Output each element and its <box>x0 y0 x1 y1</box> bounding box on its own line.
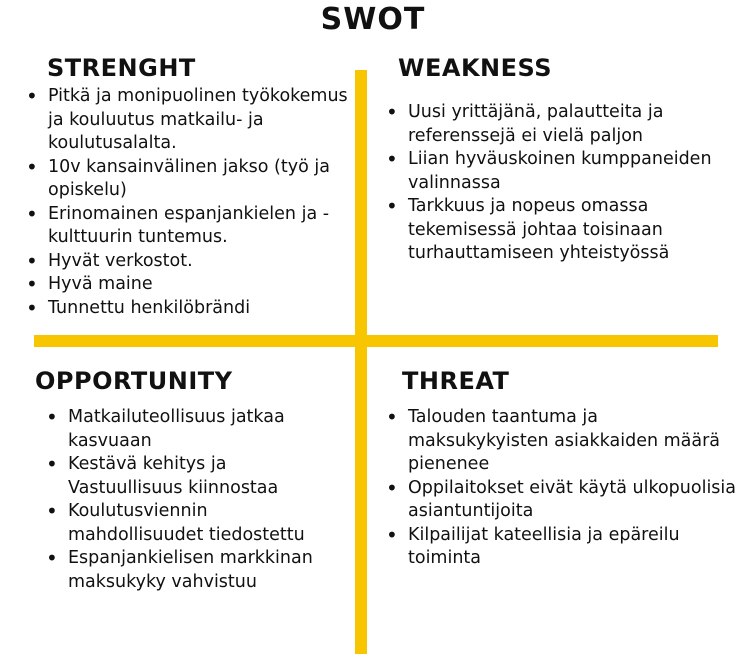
weakness-item: • Uusi yrittäjänä, palautteita ja referenssejä ei vielä paljon <box>386 101 736 148</box>
opportunity-list <box>46 406 346 594</box>
threat-item: • Talouden taantuma ja maksukykyisten asiakkaiden määrä pienenee <box>386 406 741 477</box>
diagram-title: SWOT <box>320 2 426 37</box>
weakness-item: • Liian hyväuskoinen kumppaneiden valinnassa <box>386 148 736 195</box>
vertical-divider <box>355 70 367 654</box>
opportunity-item: • Koulutusviennin mahdollisuudet tiedostettu <box>46 500 346 547</box>
strength-list <box>26 85 351 320</box>
opportunity-item: • Kestävä kehitys ja Vastuullisuus kiinnostaa <box>46 453 346 500</box>
horizontal-divider <box>34 335 718 347</box>
strength-heading: STRENGHT <box>47 54 196 82</box>
weakness-list <box>386 101 736 266</box>
threat-item: • Oppilaitokset eivät käytä ulkopuolisia asiantuntijoita <box>386 477 741 524</box>
weakness-heading: WEAKNESS <box>398 54 553 82</box>
threat-heading: THREAT <box>402 367 510 395</box>
opportunity-item: • Espanjankielisen markkinan maksukyky vahvistuu <box>46 547 346 594</box>
strength-item: • Erinomainen espanjankielen ja -kulttuurin tuntemus. <box>26 203 351 250</box>
strength-item: • Pitkä ja monipuolinen työkokemus ja kouluutus matkailu- ja koulutusalalta. <box>26 85 351 156</box>
threat-item: • Kilpailijat kateellisia ja epäreilu toiminta <box>386 524 741 571</box>
weakness-item: • Tarkkuus ja nopeus omassa tekemisessä johtaa toisinaan turhauttamiseen yhteistyössä <box>386 195 736 266</box>
strength-item: • Tunnettu henkilöbrändi <box>26 297 351 321</box>
opportunity-item: • Matkailuteollisuus jatkaa kasvuaan <box>46 406 346 453</box>
strength-item: • Hyvät verkostot. <box>26 250 351 274</box>
opportunity-heading: OPPORTUNITY <box>35 367 233 395</box>
strength-item: • 10v kansainvälinen jakso (työ ja opiskelu) <box>26 156 351 203</box>
threat-list <box>386 406 741 571</box>
strength-item: • Hyvä maine <box>26 273 351 297</box>
